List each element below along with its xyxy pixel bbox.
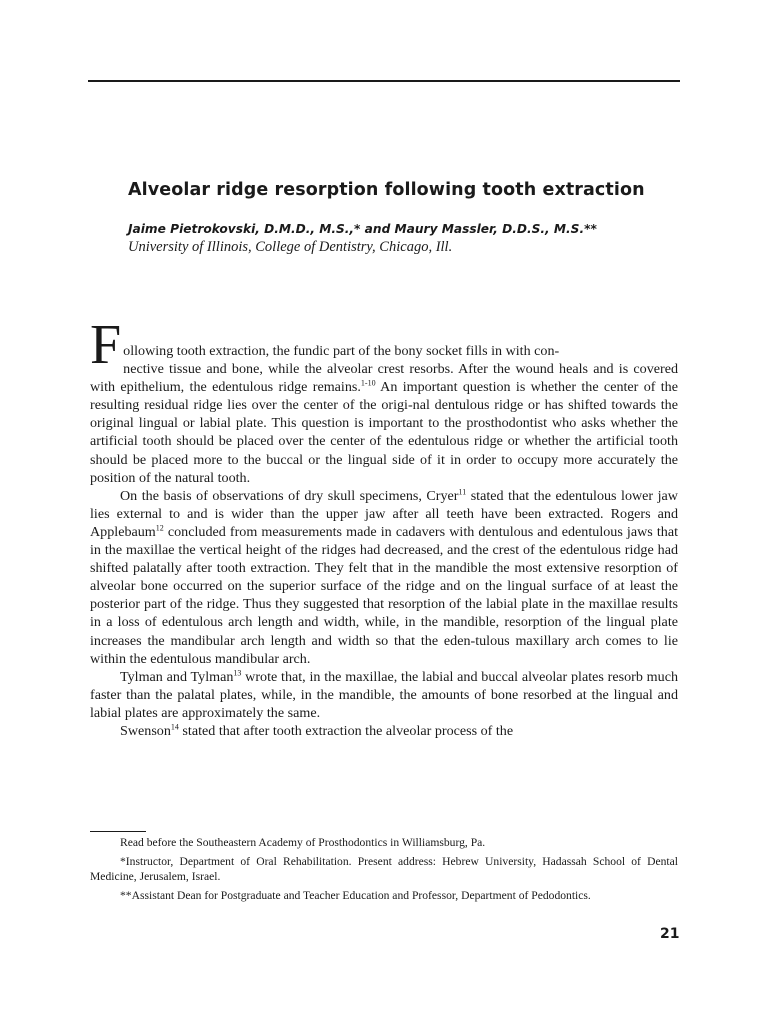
- article-body: [90, 314, 678, 740]
- header-rule: [88, 80, 680, 82]
- footnote-presentation: Read before the Southeastern Academy of Prosthodontics in Williamsburg, Pa.: [120, 836, 486, 849]
- footnotes: [90, 835, 678, 906]
- paragraph-text: An important question is whether the center of the resulting residual ridge lies over the center of the origi-nal dentulous ridge or has shifted towards the original lingual or labial plate. This question is important to the prosthodontist who asks whether the artificial tooth should be placed over the center of the edentulous ridge or whether the artificial tooth should be placed more to the buccal or the lingual side of it in order to occupy more accurately the position of the natural tooth.: [90, 379, 678, 486]
- paragraph-text: Tylman and Tylman: [120, 668, 234, 685]
- paragraph-text: Swenson: [120, 722, 171, 739]
- reference-superscript: 11: [458, 487, 467, 497]
- paragraph-lead-line: ollowing tooth extraction, the fundic part of the bony socket fills in with con-: [123, 343, 560, 359]
- paragraph-text: On the basis of observations of dry skull specimens, Cryer: [120, 487, 459, 504]
- footnote-rule: [90, 831, 146, 832]
- reference-superscript: 14: [170, 722, 179, 732]
- body-paragraph-1: [90, 314, 678, 487]
- drop-cap: F: [90, 314, 122, 376]
- body-paragraph-2: [90, 487, 678, 668]
- article-authors: Jaime Pietrokovski, D.M.D., M.S.,* and Maury Massler, D.D.S., M.S.**: [128, 222, 597, 236]
- paragraph-text: stated that after tooth extraction the alveolar process of the: [178, 722, 514, 739]
- reference-superscript: 13: [233, 668, 242, 677]
- body-paragraph-3: [90, 668, 678, 722]
- reference-superscript: 1-10: [360, 378, 376, 388]
- paragraph-text: concluded from measurements made in cadavers with dentulous and edentulous jaws that in the maxillae the vertical height of the ridges had decreased, and the crest of the edentulous ridge had shifted palatally after tooth extraction. They felt that in the mandible the most extensive resorption of alveolar bone occurred on the superior surface of the ridge and on the lingual surface of at least the posterior part of the ridge. Thus they suggested that resorption of the labial plate in the maxillae results in a loss of edentulous arch length and width, while, in the mandible, resorption of the lingual plate increases the mandibular arch length and width so that the eden-tulous maxillary arch comes to lie within the edentulous mandibular arch.: [90, 523, 678, 667]
- footnote-author-1: *Instructor, Department of Oral Rehabilitation. Present address: Hebrew University, Hadassah School of Dental Medicine, Jerusalem, Israel.: [90, 854, 678, 884]
- paragraph-text: wrote that, in the maxillae, the labial and buccal alveolar plates resorb much faster than the palatal plates, while, in the mandible, the amounts of bone resorbed at the lingual and labial plates are approximately the same.: [90, 668, 678, 721]
- page-number: 21: [660, 926, 680, 942]
- paragraph-text: stated that the edentulous lower jaw lies external to and is wider than the upper jaw after all teeth have been extracted. Rogers and Applebaum: [90, 487, 678, 540]
- footnote-author-2: **Assistant Dean for Postgraduate and Teacher Education and Professor, Department of Pedodontics.: [120, 888, 591, 902]
- author-affiliation: University of Illinois, College of Dentistry, Chicago, Ill.: [128, 239, 453, 255]
- reference-superscript: 12: [155, 523, 164, 533]
- body-paragraph-4: [90, 722, 678, 740]
- paragraph-text: nective tissue and bone, while the alveolar crest resorbs. After the wound heals and is covered with epithelium, the edentulous ridge remains.: [90, 361, 678, 396]
- article-title: Alveolar ridge resorption following tooth extraction: [128, 180, 645, 200]
